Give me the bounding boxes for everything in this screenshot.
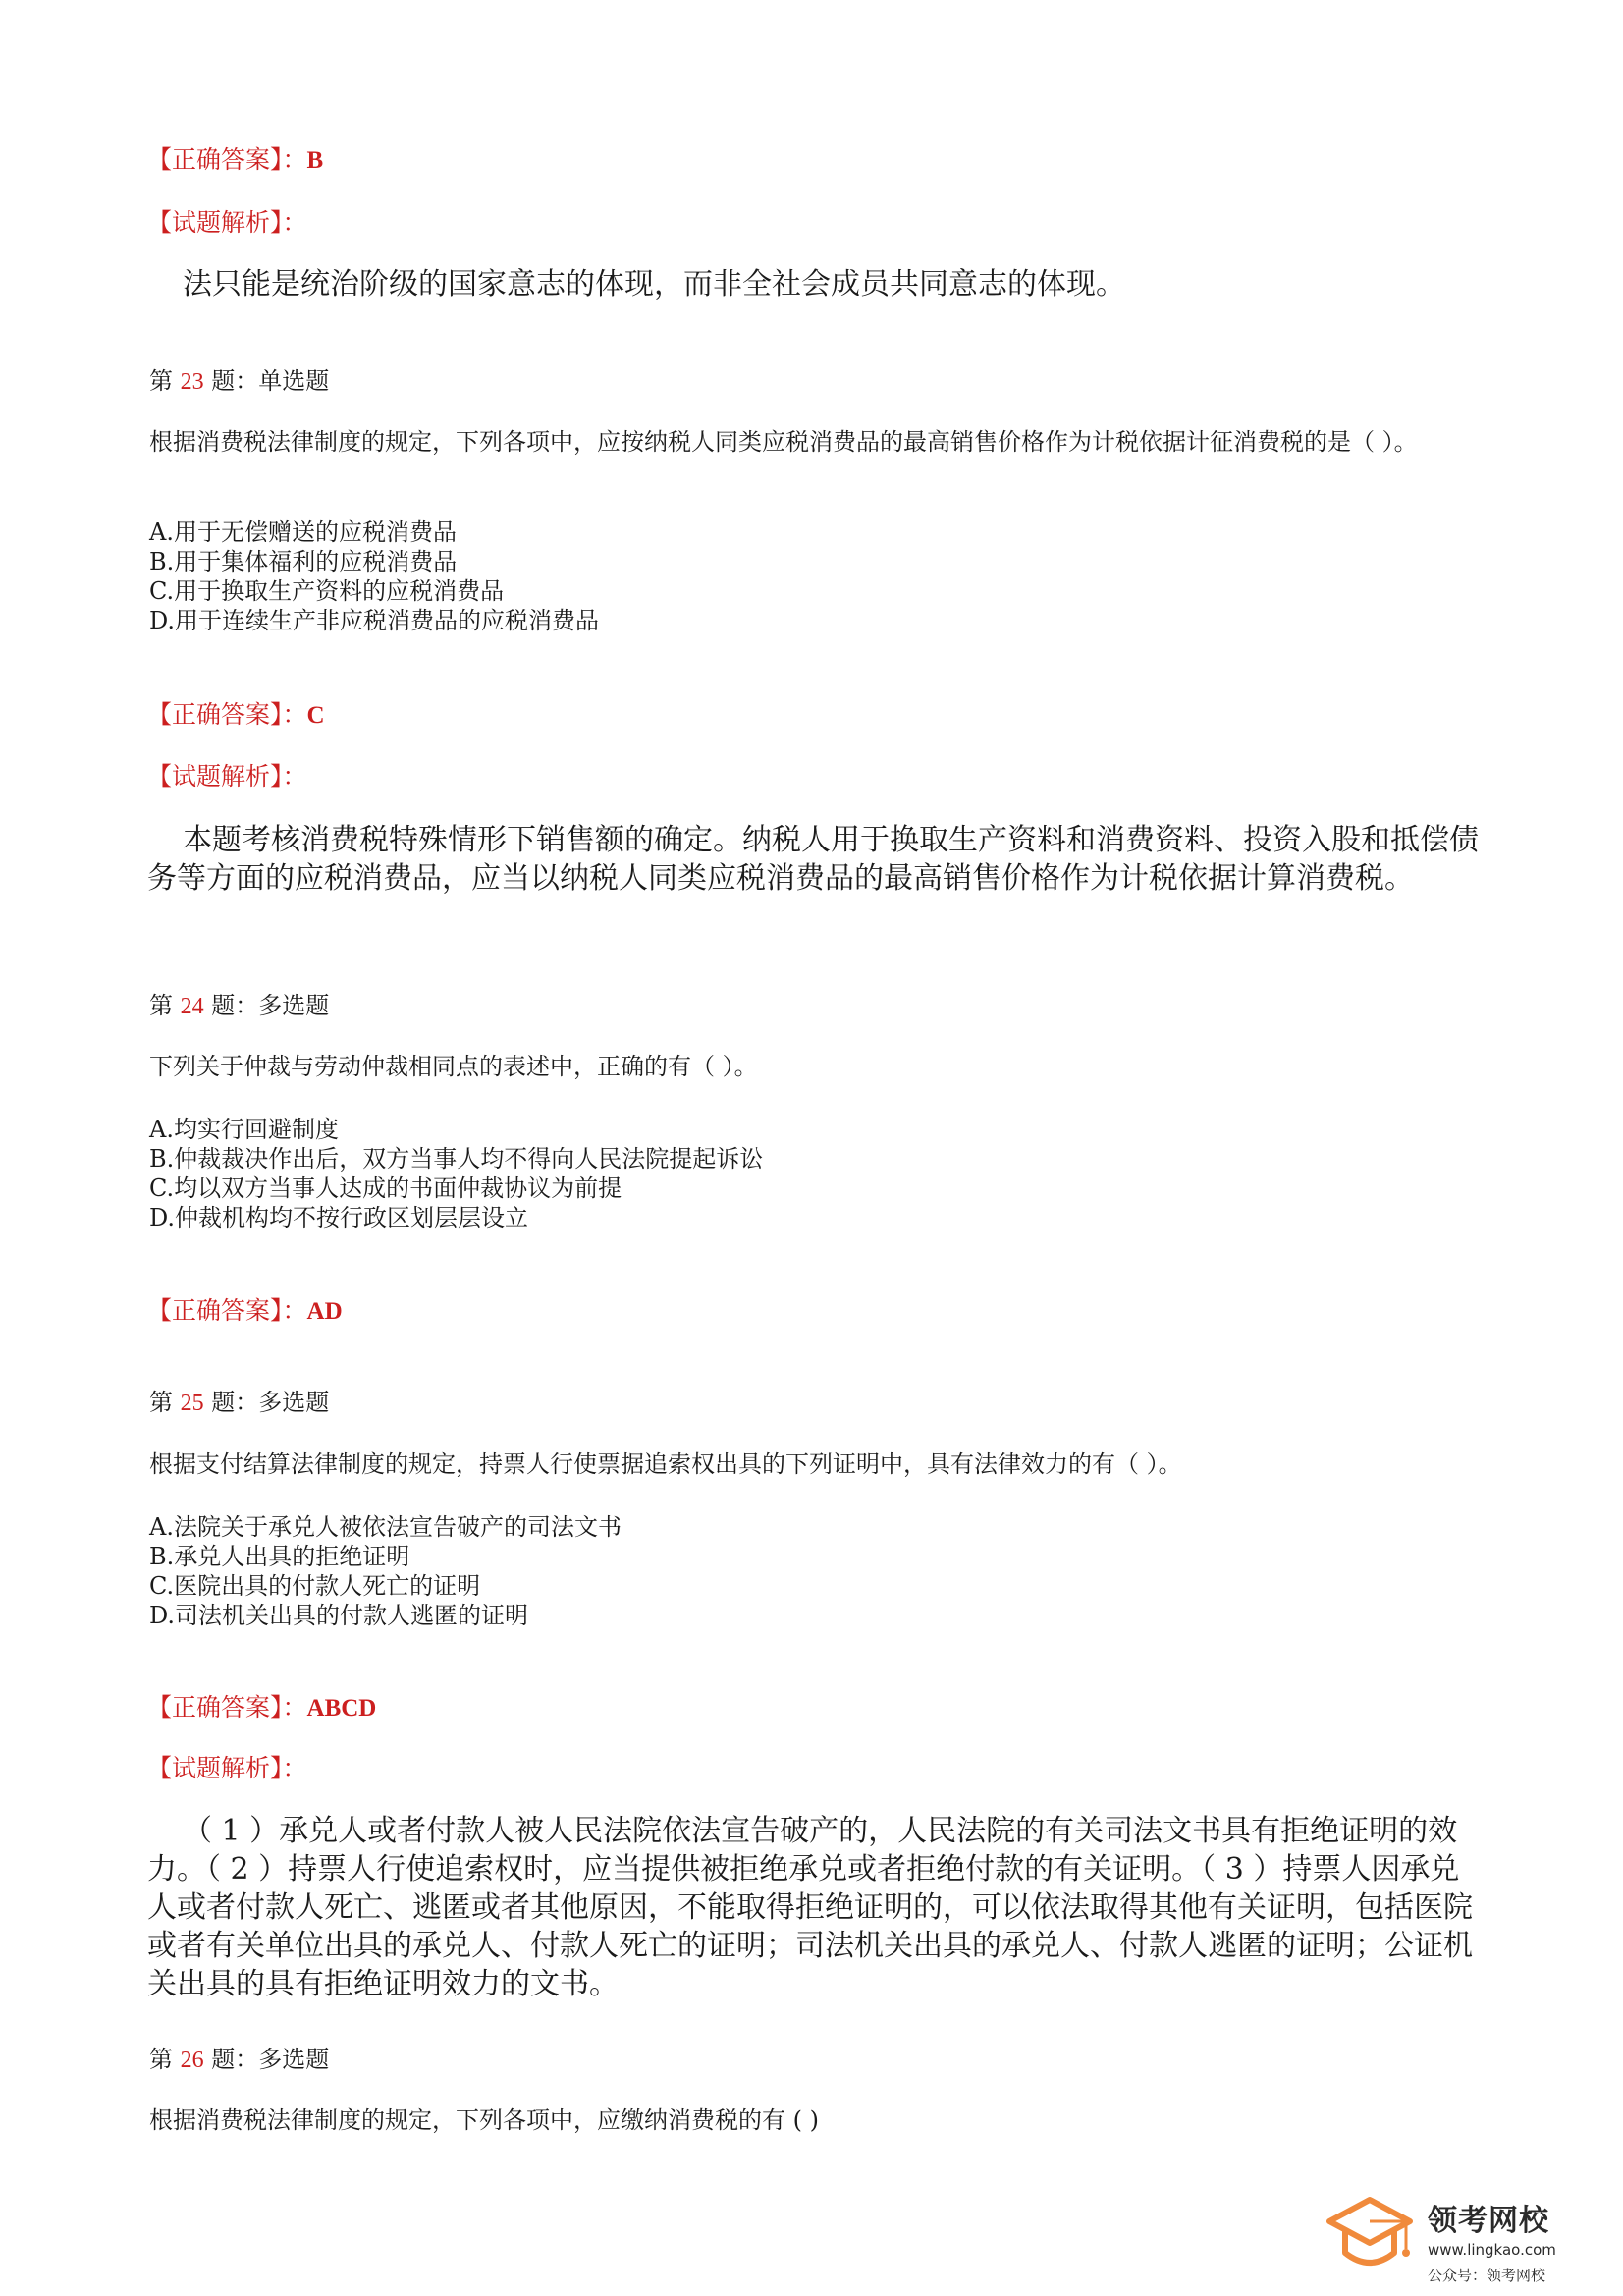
answer-label: 【正确答案】： bbox=[147, 1693, 307, 1722]
option-a: A.用于无偿赠送的应税消费品 bbox=[149, 519, 457, 546]
answer-label: 【正确答案】： bbox=[147, 700, 307, 729]
answer-label: 【正确答案】： bbox=[147, 145, 307, 174]
question-prefix: 第 bbox=[149, 992, 173, 1019]
answer-value: C bbox=[306, 702, 325, 729]
option-a: A.均实行回避制度 bbox=[149, 1116, 339, 1143]
question-prefix: 第 bbox=[149, 2046, 173, 2073]
question-23-analysis-text: 本题考核消费税特殊情形下销售额的确定。纳税人用于换取生产资料和消费资料、投资入股和抵偿债务等方面的应税消费品，应当以纳税人同类应税消费品的最高销售价格作为计税依据计算消费税。 bbox=[147, 823, 1479, 896]
graduation-cap-icon bbox=[1325, 2192, 1414, 2280]
question-25-stem: 根据支付结算法律制度的规定，持票人行使票据追索权出具的下列证明中，具有法律效力的有（ ）。 bbox=[149, 1450, 1182, 1478]
question-number: 25 bbox=[180, 1391, 204, 1416]
option-c: C.用于换取生产资料的应税消费品 bbox=[149, 577, 505, 605]
question-25-analysis-label bbox=[147, 1752, 307, 1785]
logo-wechat: 公众号：领考网校 bbox=[1428, 2267, 1546, 2284]
answer-value: AD bbox=[306, 1298, 343, 1325]
question-type: 题：多选题 bbox=[211, 2046, 330, 2073]
question-26-stem: 根据消费税法律制度的规定，下列各项中，应缴纳消费税的有 ( ) bbox=[149, 2106, 819, 2134]
question-25-options bbox=[149, 1512, 622, 1630]
option-d: D.仲裁机构均不按行政区划层层设立 bbox=[149, 1204, 529, 1231]
answer-value: B bbox=[306, 147, 324, 174]
question-24-stem: 下列关于仲裁与劳动仲裁相同点的表述中，正确的有（ ）。 bbox=[149, 1053, 758, 1080]
question-prefix: 第 bbox=[149, 367, 173, 395]
option-a: A.法院关于承兑人被依法宣告破产的司法文书 bbox=[149, 1513, 622, 1541]
question-25-answer-line bbox=[147, 1691, 376, 1725]
question-number: 23 bbox=[180, 369, 204, 395]
logo-name: 领考网校 bbox=[1428, 2204, 1549, 2238]
question-24-answer-line bbox=[147, 1294, 343, 1329]
option-b: B.仲裁裁决作出后，双方当事人均不得向人民法院提起诉讼 bbox=[149, 1145, 764, 1173]
option-c: C.医院出具的付款人死亡的证明 bbox=[149, 1572, 481, 1600]
question-type: 题：多选题 bbox=[211, 992, 330, 1019]
question-prefix: 第 bbox=[149, 1389, 173, 1416]
prev-analysis-label bbox=[147, 206, 307, 240]
question-24-header bbox=[149, 990, 329, 1022]
option-b: B.用于集体福利的应税消费品 bbox=[149, 548, 458, 575]
question-23-header bbox=[149, 365, 329, 398]
question-23-options bbox=[149, 518, 599, 635]
question-25-header bbox=[149, 1387, 329, 1419]
question-type: 题：多选题 bbox=[211, 1389, 330, 1416]
question-25-analysis-text: （ 1 ）承兑人或者付款人被人民法院依法宣告破产的，人民法院的有关司法文书具有拒绝证明的效力。（ 2 ）持票人行使追索权时，应当提供被拒绝承兑或者拒绝付款的有关证明。（ 3 ）持票人因承兑人或者付款人死亡、逃匿或者其他原因，不能取得拒绝证明的，可以依法取得其他有关证明，包括医院或者有关单位出具的承兑人、付款人死亡的证明；司法机关出具的承兑人、付款人逃匿的证明；公证机关出具的具有拒绝证明效力的文书。 bbox=[147, 1814, 1473, 2001]
question-23-answer-line bbox=[147, 698, 325, 733]
question-number: 24 bbox=[180, 994, 204, 1019]
option-d: D.用于连续生产非应税消费品的应税消费品 bbox=[149, 607, 600, 634]
option-b: B.承兑人出具的拒绝证明 bbox=[149, 1543, 410, 1570]
option-c: C.均以双方当事人达成的书面仲裁协议为前提 bbox=[149, 1175, 622, 1202]
logo-url: www.lingkao.com bbox=[1428, 2241, 1556, 2259]
analysis-label: 【试题解析】： bbox=[147, 208, 307, 237]
question-23-stem: 根据消费税法律制度的规定，下列各项中，应按纳税人同类应税消费品的最高销售价格作为计税依据计征消费税的是（ ）。 bbox=[149, 428, 1418, 456]
answer-value: ABCD bbox=[306, 1695, 377, 1722]
prev-answer-line bbox=[147, 143, 323, 178]
question-26-header bbox=[149, 2044, 329, 2076]
question-23-analysis-label bbox=[147, 760, 307, 793]
analysis-label: 【试题解析】： bbox=[147, 762, 307, 791]
option-d: D.司法机关出具的付款人逃匿的证明 bbox=[149, 1602, 529, 1629]
analysis-label: 【试题解析】： bbox=[147, 1754, 307, 1782]
question-number: 26 bbox=[180, 2048, 204, 2073]
prev-analysis-text: 法只能是统治阶级的国家意志的体现，而非全社会成员共同意志的体现。 bbox=[183, 267, 1125, 301]
question-type: 题：单选题 bbox=[211, 367, 330, 395]
answer-label: 【正确答案】： bbox=[147, 1296, 307, 1325]
question-24-options bbox=[149, 1115, 763, 1232]
lingkao-logo bbox=[1325, 2188, 1581, 2286]
